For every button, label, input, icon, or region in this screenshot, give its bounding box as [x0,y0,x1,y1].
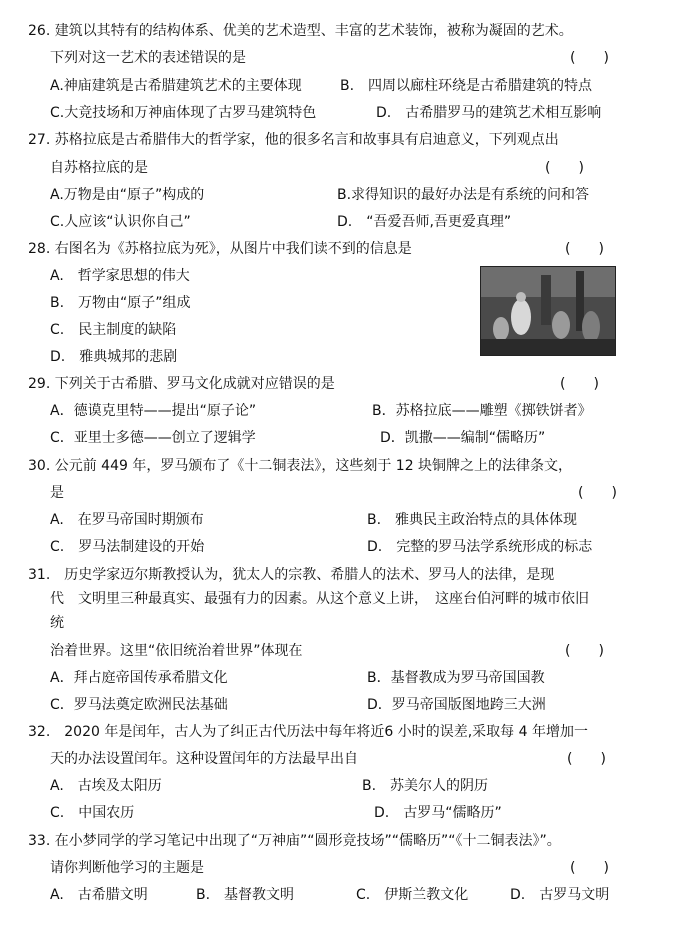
q26-option-a: A.神庙建筑是古希腊建筑艺术的主要体现 [50,78,302,94]
q30-option-a: A. 在罗马帝国时期颁布 [50,512,204,528]
q33-stem-cont: 请你判断他学习的主题是 [50,860,204,876]
q32-answer-paren: ( ) [567,751,606,767]
q29-stem: 29. 下列关于古希腊、罗马文化成就对应错误的是 [28,376,335,392]
q27-option-a: A.万物是由“原子”构成的 [50,187,205,203]
q27-option-d: D. “吾爱吾师,吾更爱真理” [337,214,512,230]
q30-stem-cont: 是 [50,485,64,501]
q32-stem-cont: 天的办法设置闰年。这种设置闰年的方法最早出自 [50,751,358,767]
q29-answer-paren: ( ) [560,376,599,392]
q26-option-b: B. 四周以廊柱环绕是古希腊建筑的特点 [340,78,593,94]
q30-option-d: D. 完整的罗马法学系统形成的标志 [367,539,593,555]
q29-option-c: C．亚里士多德——创立了逻辑学 [50,430,256,446]
q26-option-c: C.大竞技场和万神庙体现了古罗马建筑特色 [50,105,317,121]
q27-stem-cont: 自苏格拉底的是 [50,160,148,176]
q27-option-c: C.人应该“认识你自己” [50,214,191,230]
q33-answer-paren: ( ) [570,860,609,876]
q26-option-d: D. 古希腊罗马的建筑艺术相互影响 [376,105,602,121]
q26-stem-cont: 下列对这一艺术的表述错误的是 [50,50,246,66]
q31-option-c: C．罗马法奠定欧洲民法基础 [50,697,228,713]
q29-option-b: B．苏格拉底——雕塑《掷铁饼者》 [372,403,592,419]
q26-stem: 26. 建筑以其特有的结构体系、优美的艺术造型、丰富的艺术装饰，被称为凝固的艺术。 [28,23,573,39]
socrates-death-painting [480,266,616,356]
q31-stem-cont: 代 文明里三种最真实、最强有力的因素。从这个意义上讲， 这座台伯河畔的城市依旧 [50,591,589,607]
q33-stem: 33. 在小梦同学的学习笔记中出现了“万神庙”“圆形竞技场”“儒略历”“《十二铜表法》”。 [28,833,561,849]
q32-option-c: C. 中国农历 [50,805,135,821]
q33-option-b: B. 基督教文明 [196,887,295,903]
q31-stem-cont3: 治着世界。这里“依旧统治着世界”体现在 [50,643,303,659]
q28-option-c: C. 民主制度的缺陷 [50,322,177,338]
q32-stem: 32. 2020 年是闰年，古人为了纠正古代历法中每年将近6 小时的误差,采取每 4 年增加一 [28,724,588,740]
q30-stem: 30. 公元前 449 年，罗马颁布了《十二铜表法》，这些刻于 12 块铜牌之上的法律条文， [28,458,573,474]
q27-answer-paren: ( ) [545,160,584,176]
q28-option-b: B. 万物由“原子”组成 [50,295,191,311]
q30-answer-paren: ( ) [578,485,617,501]
q29-option-a: A．德谟克里特——提出“原子论” [50,403,257,419]
q31-option-b: B．基督教成为罗马帝国国教 [367,670,545,686]
q32-option-b: B. 苏美尔人的阴历 [362,778,489,794]
q32-option-d: D. 古罗马“儒略历” [374,805,502,821]
q30-option-c: C. 罗马法制建设的开始 [50,539,205,555]
q28-option-d: D. 雅典城邦的悲剧 [50,349,178,365]
q33-option-a: A. 古希腊文明 [50,887,148,903]
q31-stem: 31. 历史学家迈尔斯教授认为，犹太人的宗教、希腊人的法术、罗马人的法律，是现 [28,567,555,583]
q33-option-d: D. 古罗马文明 [510,887,610,903]
q29-option-d: D．凯撒——编制“儒略历” [380,430,546,446]
q30-option-b: B. 雅典民主政治特点的具体体现 [367,512,578,528]
q31-option-a: A．拜占庭帝国传承希腊文化 [50,670,228,686]
q32-option-a: A. 古埃及太阳历 [50,778,162,794]
q31-answer-paren: ( ) [565,643,604,659]
q27-option-b: B.求得知识的最好办法是有系统的问和答 [337,187,590,203]
q26-answer-paren: ( ) [570,50,609,66]
q31-option-d: D．罗马帝国版图地跨三大洲 [367,697,546,713]
q31-stem-cont2: 统 [50,615,64,631]
q33-option-c: C. 伊斯兰教文化 [356,887,469,903]
q27-stem: 27. 苏格拉底是古希腊伟大的哲学家，他的很多名言和故事具有启迪意义，下列观点出 [28,132,559,148]
q28-option-a: A. 哲学家思想的伟大 [50,268,190,284]
q28-answer-paren: ( ) [565,241,604,257]
q28-stem: 28. 右图名为《苏格拉底为死》，从图片中我们读不到的信息是 [28,241,412,257]
